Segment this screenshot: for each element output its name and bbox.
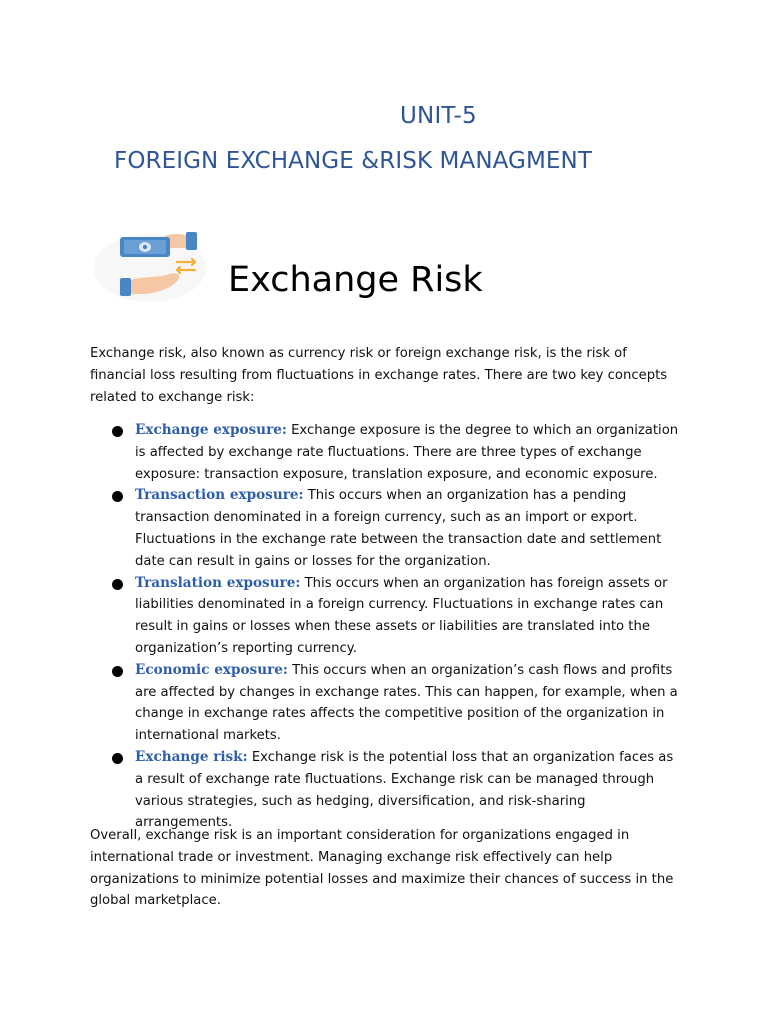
bullet-icon — [112, 491, 123, 502]
hand-money-exchange-icon — [92, 228, 212, 302]
unit-title: UNIT-5 — [400, 103, 477, 129]
list-item-term: Economic exposure: — [135, 661, 288, 678]
list-item-text: This occurs when an organization has foreign assets or liabilities denominated in a foreign currency. Fluctuations in exchange rates can result in gains or losses when these assets or liabilities are translated into the organization’s reporting currency. — [135, 575, 668, 656]
list-item — [90, 660, 685, 747]
exposure-list — [90, 420, 685, 834]
list-item-term: Translation exposure: — [135, 574, 301, 591]
bullet-icon — [112, 753, 123, 764]
list-item — [90, 485, 685, 572]
section-heading: Exchange Risk — [228, 260, 483, 300]
intro-paragraph: Exchange risk, also known as currency risk or foreign exchange risk, is the risk of financial loss resulting from fluctuations in exchange rates. There are two key concepts related to exchange risk: — [90, 346, 668, 405]
list-item-term: Exchange exposure: — [135, 422, 287, 438]
conclusion-paragraph: Overall, exchange risk is an important consideration for organizations engaged in international trade or investment. Managing exchange risk effectively can help organizations to minimize potential losses and maximize their chances of success in the global marketplace. — [90, 828, 674, 909]
list-item-term: Exchange risk: — [135, 748, 248, 765]
bullet-icon — [112, 579, 123, 590]
list-item-text: This occurs when an organization’s cash flows and profits are affected by changes in exchange rates. This can happen, for example, when a change in exchange rates affects the competitive position of the organization in international markets. — [135, 662, 678, 744]
list-item-text: Exchange exposure is the degree to which an organization is affected by exchange rate fluctuations. There are three types of exchange exposure: transaction exposure, translation exposure, and economic exposure. — [135, 423, 679, 482]
list-item — [90, 573, 685, 660]
bullet-icon — [112, 666, 123, 677]
list-item-text: Exchange risk is the potential loss that an organization faces as a result of exchange rate fluctuations. Exchange risk can be managed through various strategies, such as hedging, diversification, and risk-sharing arrangements. — [135, 749, 674, 831]
document-title: FOREIGN EXCHANGE &RISK MANAGMENT — [114, 148, 593, 174]
list-item — [90, 747, 685, 834]
list-item-text: This occurs when an organization has a pending transaction denominated in a foreign currency, such as an import or export. Fluctuations in the exchange rate between the transaction date and settlement date can result in gains or losses for the organization. — [135, 488, 662, 569]
list-item-term: Transaction exposure: — [135, 487, 304, 504]
list-item — [90, 420, 685, 485]
bullet-icon — [112, 426, 123, 437]
